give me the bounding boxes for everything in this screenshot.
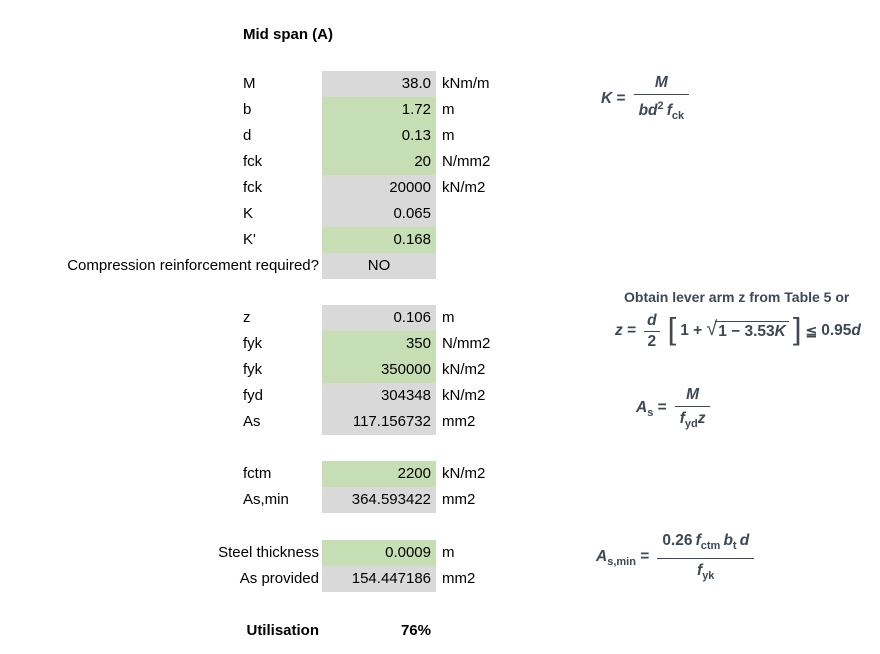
lever-arm-note: Obtain lever arm z from Table 5 or	[624, 289, 850, 305]
table-row	[0, 201, 880, 227]
formula-z-fraction: $\frac{d}{2}$	[644, 313, 659, 350]
unit-label: mm2	[442, 413, 476, 430]
right-bracket: ]	[792, 311, 802, 347]
table-section-main	[0, 71, 880, 279]
formula-z: z = $\frac{d}{2}$ [ 1 + √ 1 − 3.53K ] ≦ 0.95d	[615, 311, 861, 350]
table-row	[0, 71, 880, 97]
unit-label: kN/m2	[442, 465, 486, 482]
table-row	[0, 357, 880, 383]
table-section-asmin	[0, 461, 880, 513]
row-label: K'	[243, 231, 256, 248]
radical-sign: √	[706, 318, 718, 341]
left-bracket: [	[667, 311, 677, 347]
formula-K-lhs: K =	[601, 90, 626, 108]
table-row	[0, 253, 880, 279]
row-label: Steel thickness	[218, 544, 319, 561]
unit-label: kNm/m	[442, 75, 490, 92]
value-cell[interactable]: 304348	[322, 383, 436, 409]
row-label: Utilisation	[246, 622, 319, 639]
fraction-bar	[634, 94, 690, 96]
table-row	[0, 123, 880, 149]
value-cell[interactable]: 20	[322, 149, 436, 175]
table-row	[0, 409, 880, 435]
row-label: fyk	[243, 335, 263, 352]
unit-label: m	[442, 101, 455, 118]
value-cell[interactable]: 0.106	[322, 305, 436, 331]
table-row	[0, 487, 880, 513]
row-label: As,min	[243, 491, 289, 508]
unit-label: m	[442, 309, 455, 326]
value-cell[interactable]: NO	[322, 253, 436, 279]
page-title: Mid span (A)	[243, 26, 333, 43]
row-label: As provided	[239, 570, 319, 587]
row-label: fctm	[243, 465, 272, 482]
formula-As	[636, 385, 710, 434]
unit-label: kN/m2	[442, 179, 486, 196]
table-row	[0, 175, 880, 201]
table-row	[0, 461, 880, 487]
row-label: z	[243, 309, 251, 326]
value-cell[interactable]: 76%	[400, 622, 431, 639]
formula-K	[601, 73, 689, 126]
formula-As-lhs: $A_s$ =	[636, 399, 667, 420]
row-label: fyd	[243, 387, 264, 404]
table-row	[0, 97, 880, 123]
unit-label: kN/m2	[442, 387, 486, 404]
row-label: fck	[243, 179, 263, 196]
table-row	[0, 149, 880, 175]
unit-label: m	[442, 544, 455, 561]
row-label: M	[243, 75, 256, 92]
value-cell[interactable]: 117.156732	[322, 409, 436, 435]
row-label: b	[243, 101, 252, 118]
formula-Asmin-fraction: $\frac{0.26 f_{ctm} b_t d}{f_{yk}}$	[657, 531, 754, 586]
value-cell[interactable]: 1.72	[322, 97, 436, 123]
formula-As-fraction: $\frac{M}{f_{yd}z}$	[675, 385, 711, 434]
unit-label: mm2	[442, 570, 476, 587]
value-cell[interactable]: 38.0	[322, 71, 436, 97]
value-cell[interactable]: 350	[322, 331, 436, 357]
formula-Asmin	[596, 531, 754, 586]
row-label: Compression reinforcement required?	[67, 257, 319, 274]
row-label: As	[243, 413, 261, 430]
less-equal-sign: ≦	[805, 322, 818, 339]
value-cell[interactable]: 0.168	[322, 227, 436, 253]
row-label: d	[243, 127, 252, 144]
unit-label: kN/m2	[442, 361, 486, 378]
fraction-bar	[675, 406, 711, 408]
unit-label: N/mm2	[442, 153, 491, 170]
value-cell[interactable]: 20000	[322, 175, 436, 201]
formula-z-lhs: z =	[615, 322, 637, 340]
row-label: fyk	[243, 361, 263, 378]
formula-Asmin-lhs: $A_{s,min}$ =	[596, 548, 650, 569]
unit-label: N/mm2	[442, 335, 491, 352]
value-cell[interactable]: 350000	[322, 357, 436, 383]
value-cell[interactable]: 154.447186	[322, 566, 436, 592]
table-row	[0, 618, 880, 644]
formula-K-fraction: $\frac{M}{bd^2 f_{ck}}$	[634, 73, 690, 126]
value-cell[interactable]: 0.13	[322, 123, 436, 149]
unit-label: m	[442, 127, 455, 144]
row-label: fck	[243, 153, 263, 170]
table-section-utilisation	[0, 618, 880, 644]
value-cell[interactable]: 0.0009	[322, 540, 436, 566]
value-cell[interactable]: 0.065	[322, 201, 436, 227]
table-row	[0, 383, 880, 409]
value-cell[interactable]: 2200	[322, 461, 436, 487]
fraction-bar	[657, 558, 754, 560]
square-root: √ 1 − 3.53K	[706, 321, 789, 341]
row-label: K	[243, 205, 254, 222]
unit-label: mm2	[442, 491, 476, 508]
value-cell[interactable]: 364.593422	[322, 487, 436, 513]
table-row	[0, 227, 880, 253]
